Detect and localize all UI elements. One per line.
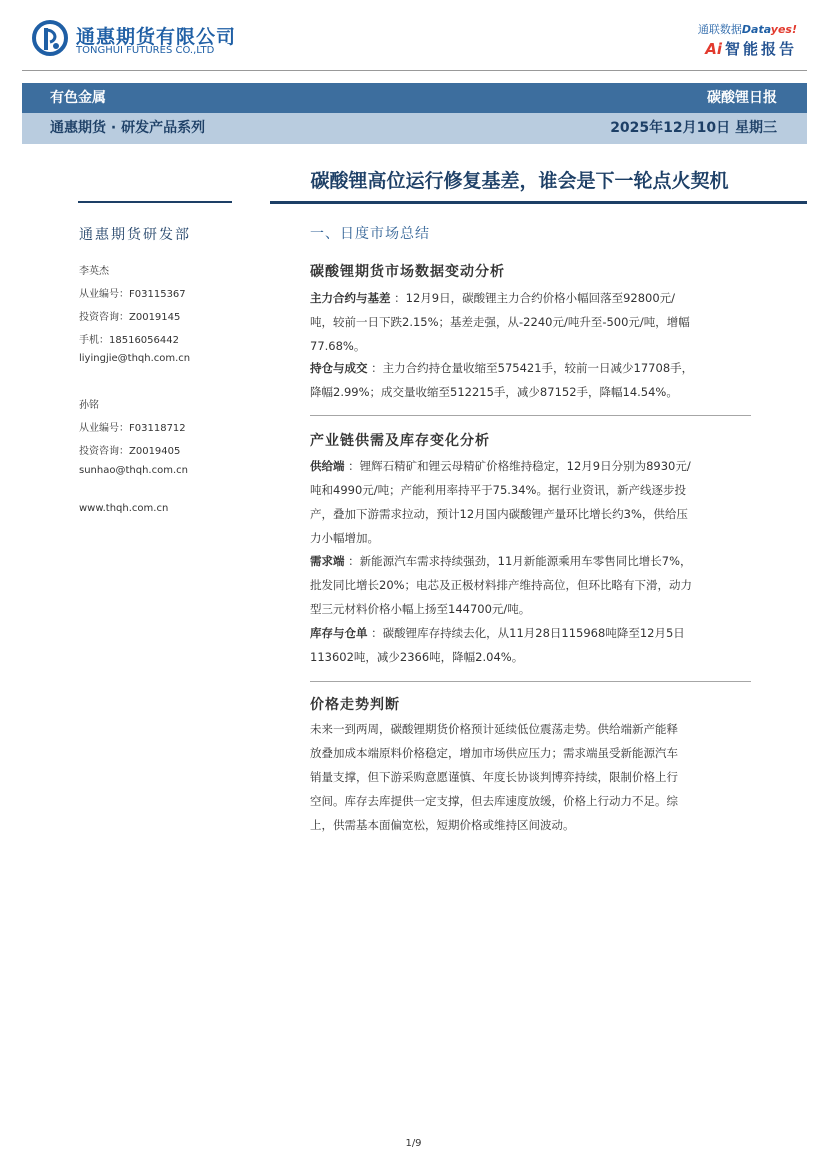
para-line: 产，叠加下游需求拉动，预计12月国内碳酸锂产量环比增长约3%，供给压 bbox=[310, 507, 688, 521]
ai-mark: Ai bbox=[705, 40, 722, 58]
section-divider bbox=[310, 415, 751, 416]
category-bar bbox=[22, 83, 807, 113]
para-line: 销量支撑，但下游采购意愿谨慎、年度长协谈判博弈持续，限制价格上行 bbox=[310, 770, 678, 784]
para-line: 未来一到两周，碳酸锂期货价格预计延续低位震荡走势。供给端新产能释 bbox=[310, 722, 678, 736]
page-number: 1/9 bbox=[405, 1138, 422, 1149]
ai-report-brand bbox=[705, 38, 797, 59]
author-license: 从业编号：F03118712 bbox=[79, 423, 186, 434]
para-label: 供给端 bbox=[310, 459, 345, 473]
para-line: ：锂辉石精矿和锂云母精矿价格维持稳定，12月9日分别为8930元/ bbox=[344, 459, 691, 473]
header-divider bbox=[22, 70, 807, 71]
para-line: 放叠加成本端原料价格稳定，增加市场供应压力；需求端虽受新能源汽车 bbox=[310, 746, 678, 760]
section-divider bbox=[310, 681, 751, 682]
research-dept: 通惠期货研发部 bbox=[79, 227, 191, 243]
author-email[interactable]: sunhao@thqh.com.cn bbox=[79, 465, 188, 476]
para-label: 持仓与成交 bbox=[310, 361, 368, 375]
subsection-heading: 产业链供需及库存变化分析 bbox=[310, 433, 490, 449]
author-license: 从业编号：F03115367 bbox=[79, 289, 186, 300]
subsection-heading: 价格走势判断 bbox=[310, 697, 400, 713]
paragraph-contract-basis bbox=[310, 286, 752, 358]
category-label: 有色金属 bbox=[50, 90, 106, 106]
company-name-cn: 通惠期货有限公司 bbox=[76, 26, 237, 48]
paragraph-position-volume bbox=[310, 356, 752, 404]
paragraph-inventory bbox=[310, 621, 752, 669]
paragraph-price-outlook bbox=[310, 717, 752, 837]
series-bar bbox=[22, 113, 807, 144]
para-label: 需求端 bbox=[310, 554, 345, 568]
title-divider-left bbox=[78, 201, 232, 203]
report-type-label: 碳酸锂日报 bbox=[707, 90, 777, 106]
author-name: 李英杰 bbox=[79, 266, 109, 277]
report-title: 碳酸锂高位运行修复基差，谁会是下一轮点火契机 bbox=[310, 170, 729, 192]
report-date: 2025年12月10日 星期三 bbox=[610, 120, 777, 136]
para-line: 113602吨，减少2366吨，降幅2.04%。 bbox=[310, 650, 524, 664]
para-line: 吨，较前一日下跌2.15%；基差走强，从-2240元/吨升至-500元/吨，增幅 bbox=[310, 315, 690, 329]
author-phone: 手机：18516056442 bbox=[79, 335, 179, 346]
tonghui-logo-icon bbox=[32, 20, 68, 56]
author-name: 孙铭 bbox=[79, 400, 99, 411]
para-line: ：新能源汽车需求持续强劲，11月新能源乘用车零售同比增长7%， bbox=[344, 554, 692, 568]
para-line: 吨和4990元/吨；产能利用率持平于75.34%。据行业资讯，新产线逐步投 bbox=[310, 483, 686, 497]
para-line: ：主力合约持仓量收缩至575421手，较前一日减少17708手， bbox=[367, 361, 694, 375]
para-line: ：碳酸锂库存持续去化，从11月28日115968吨降至12月5日 bbox=[367, 626, 685, 640]
datayes-prefix: 通联数据 bbox=[697, 23, 742, 36]
datayes-data: Data bbox=[741, 23, 771, 36]
section-heading: 一、日度市场总结 bbox=[310, 226, 430, 242]
datayes-yes: yes! bbox=[770, 23, 797, 36]
author-consult: 投资咨询：Z0019405 bbox=[79, 446, 181, 457]
para-line: 力小幅增加。 bbox=[310, 531, 379, 545]
para-line: 空间。库存去库提供一定支撑，但去库速度放缓，价格上行动力不足。综 bbox=[310, 794, 678, 808]
company-name-en: TONGHUI FUTURES CO.,LTD bbox=[76, 45, 215, 56]
para-line: 77.68%。 bbox=[310, 339, 366, 353]
para-line: 上，供需基本面偏宽松，短期价格或维持区间波动。 bbox=[310, 818, 575, 832]
para-label: 库存与仓单 bbox=[310, 626, 368, 640]
title-divider-right bbox=[270, 201, 807, 204]
ai-report-label: 智能报告 bbox=[724, 40, 797, 58]
datayes-brand bbox=[698, 21, 797, 37]
para-line: ：12月9日，碳酸锂主力合约价格小幅回落至92800元/ bbox=[390, 291, 676, 305]
author-email[interactable]: liyingjie@thqh.com.cn bbox=[79, 353, 191, 364]
author-consult: 投资咨询：Z0019145 bbox=[79, 312, 181, 323]
para-line: 型三元材料价格小幅上扬至144700元/吨。 bbox=[310, 602, 531, 616]
series-label: 通惠期货 · 研发产品系列 bbox=[50, 120, 206, 136]
para-label: 主力合约与基差 bbox=[310, 291, 391, 305]
para-line: 降幅2.99%；成交量收缩至512215手，减少87152手，降幅14.54%。 bbox=[310, 385, 678, 399]
para-line: 批发同比增长20%；电芯及正极材料排产维持高位，但环比略有下滑，动力 bbox=[310, 578, 693, 592]
subsection-heading: 碳酸锂期货市场数据变动分析 bbox=[310, 264, 505, 280]
paragraph-supply bbox=[310, 454, 752, 550]
paragraph-demand bbox=[310, 549, 752, 621]
company-website-link[interactable]: www.thqh.com.cn bbox=[79, 503, 169, 514]
